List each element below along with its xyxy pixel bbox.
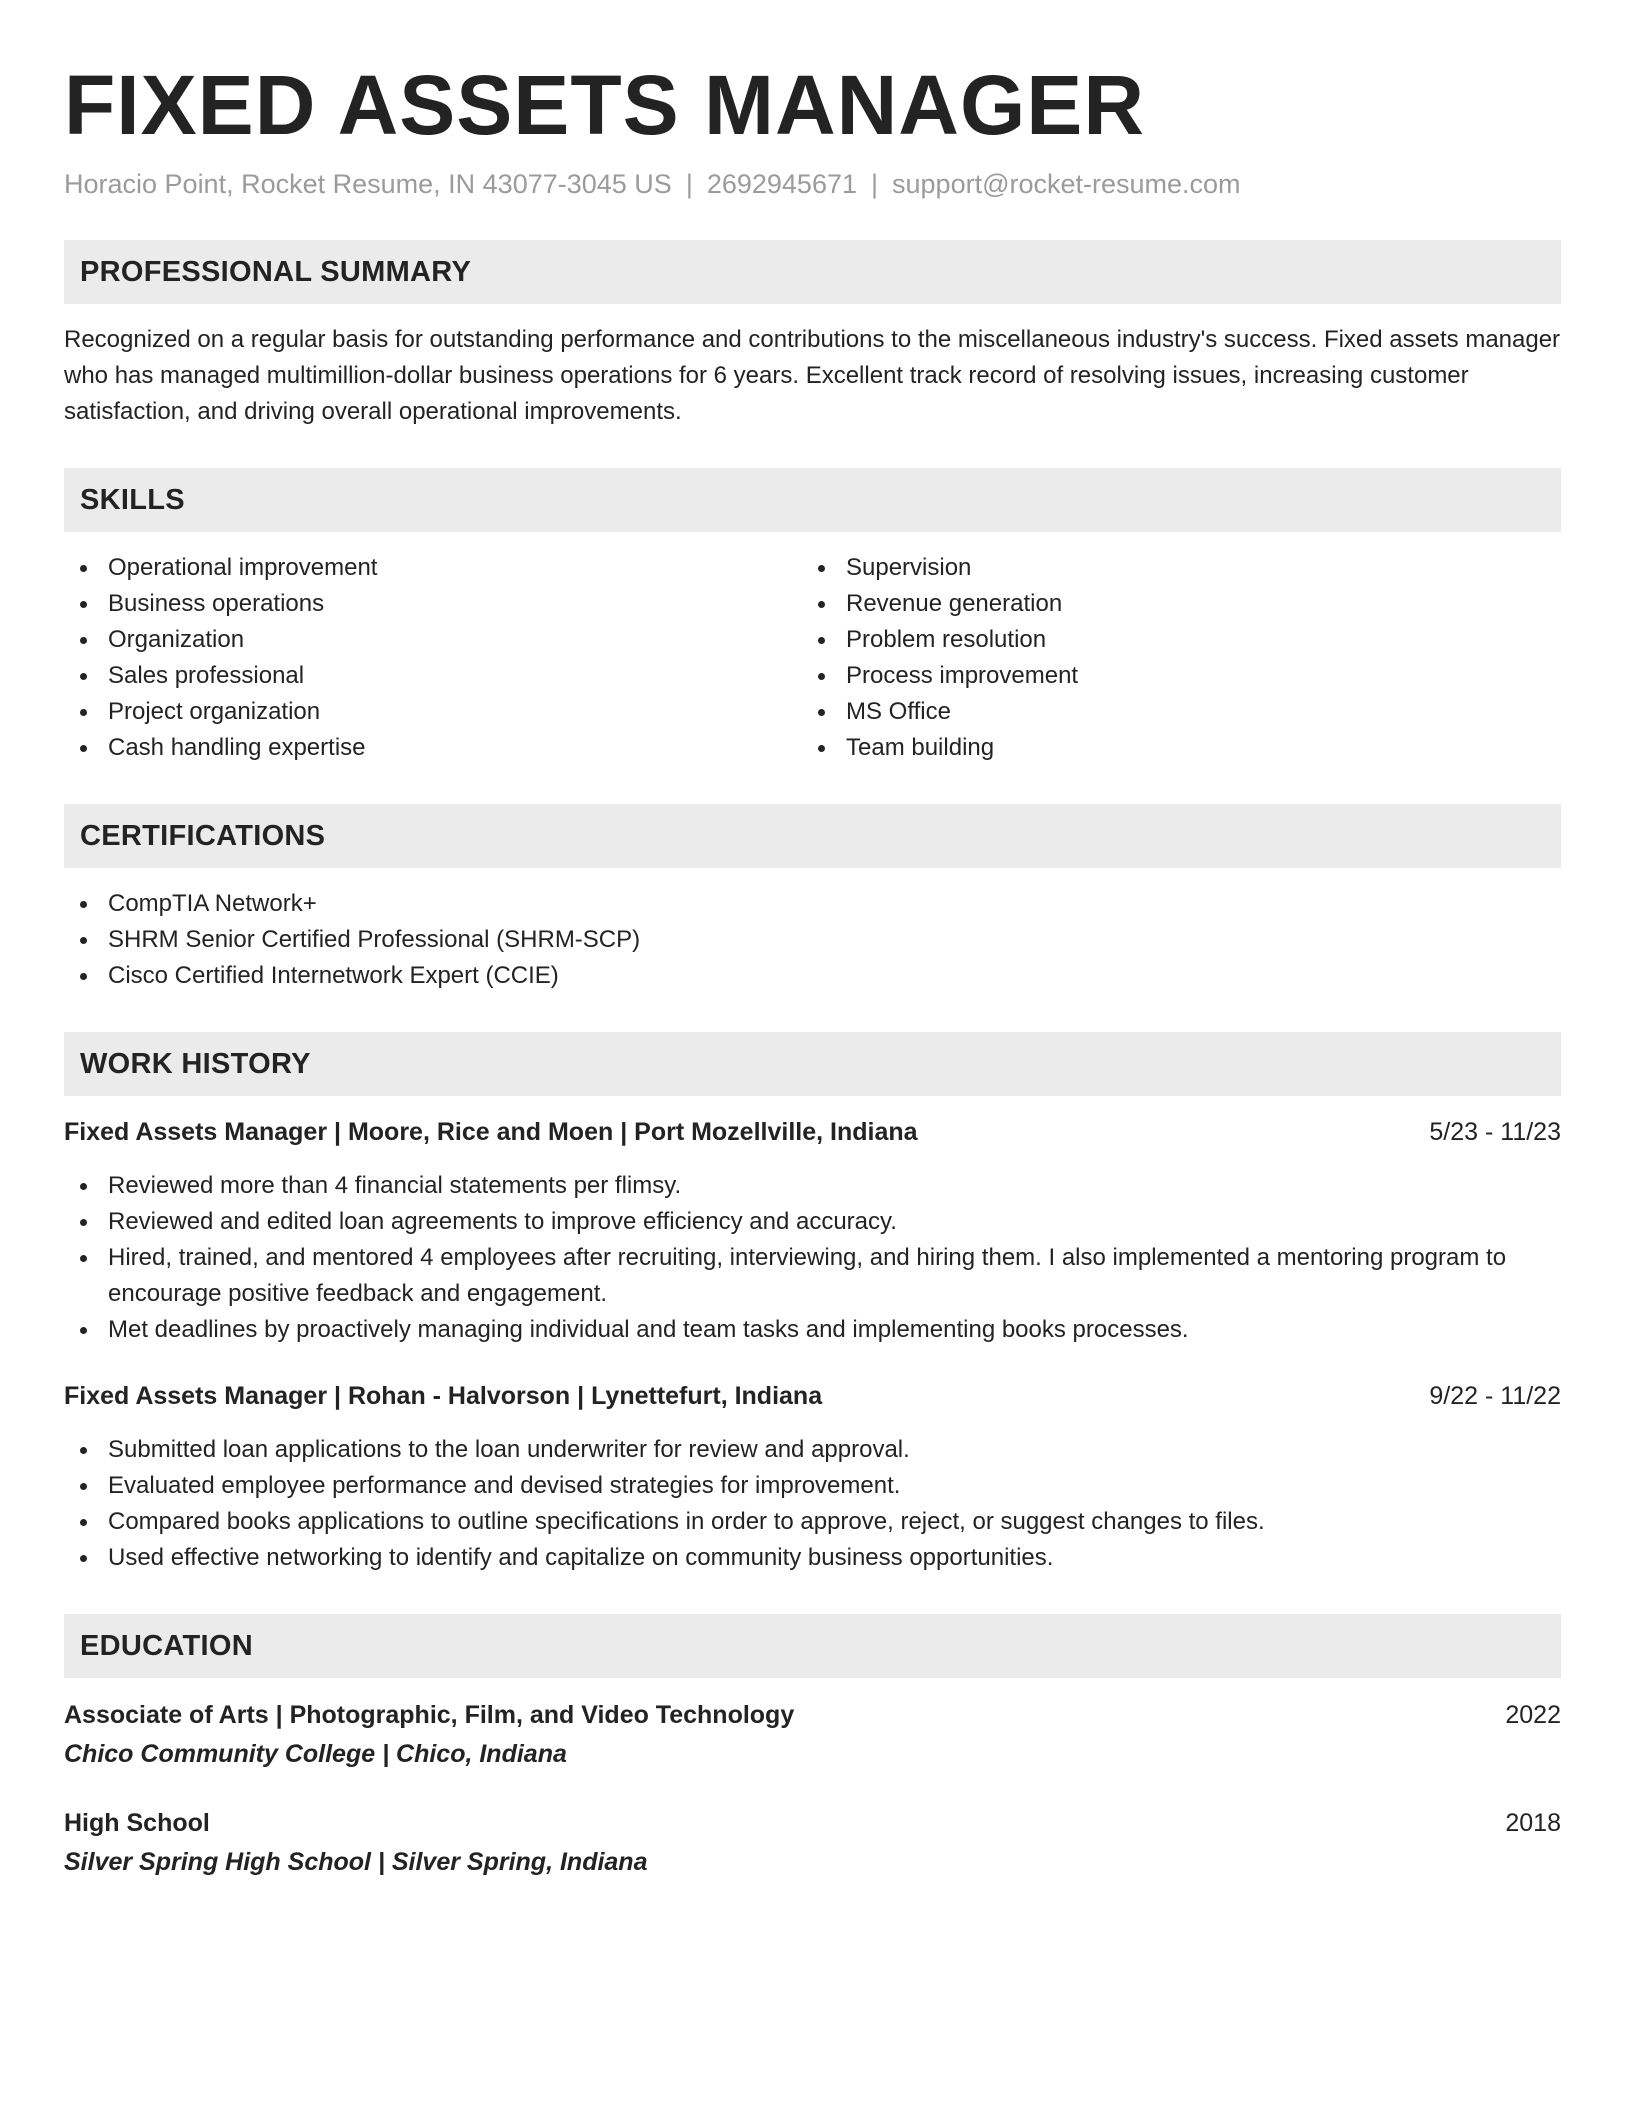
job-bullet: Used effective networking to identify and capitalize on community business opportunities. [64, 1540, 1561, 1576]
job-title: Fixed Assets Manager | Moore, Rice and Moen | Port Mozellville, Indiana [64, 1118, 918, 1146]
summary-text: Recognized on a regular basis for outstanding performance and contributions to the miscellaneous industry's success. Fixed assets manager who has managed multimillion-dollar business operations for 6 years. Excellent track record of resolving issues, increasing customer satisfaction, and driving overall operational improvements. [64, 326, 1561, 425]
section-heading: EDUCATION [80, 1629, 253, 1662]
certification-item: Cisco Certified Internetwork Expert (CCIE) [64, 958, 1561, 994]
education-body [64, 1696, 1561, 1882]
job-bullet: Submitted loan applications to the loan underwriter for review and approval. [64, 1432, 1561, 1468]
education-entry [64, 1804, 1561, 1882]
job-dates: 5/23 - 11/23 [1429, 1118, 1561, 1146]
section-heading: PROFESSIONAL SUMMARY [80, 255, 472, 288]
section-header [64, 1614, 1561, 1678]
section-header [64, 1032, 1561, 1096]
skill-item: MS Office [802, 694, 1540, 730]
summary-body [64, 322, 1561, 430]
summary-section [64, 240, 1561, 430]
job-bullet: Reviewed and edited loan agreements to improve efficiency and accuracy. [64, 1204, 1561, 1240]
job-bullets [64, 1432, 1561, 1576]
contact-separator: | [871, 169, 879, 199]
education-header-row [64, 1804, 1561, 1842]
skills-list-left [64, 550, 802, 766]
job-entry [64, 1378, 1561, 1576]
skill-item: Process improvement [802, 658, 1540, 694]
contact-phone: 2692945671 [706, 169, 857, 199]
section-heading: CERTIFICATIONS [80, 819, 326, 852]
section-header [64, 468, 1561, 532]
skills-list-right [802, 550, 1540, 766]
education-header-row [64, 1696, 1561, 1734]
education-section [64, 1614, 1561, 1882]
skills-section [64, 468, 1561, 766]
education-degree: Associate of Arts | Photographic, Film, and Video Technology [64, 1701, 795, 1729]
contact-separator: | [685, 169, 693, 199]
section-header [64, 804, 1561, 868]
skill-item: Team building [802, 730, 1540, 766]
resume-page [64, 58, 1561, 1882]
certifications-body [64, 886, 1561, 994]
education-entry [64, 1696, 1561, 1774]
job-bullet: Evaluated employee performance and devised strategies for improvement. [64, 1468, 1561, 1504]
skill-item: Sales professional [64, 658, 802, 694]
skill-item: Revenue generation [802, 586, 1540, 622]
certification-item: CompTIA Network+ [64, 886, 1561, 922]
candidate-title: FIXED ASSETS MANAGER [64, 58, 1145, 152]
contact-address: Horacio Point, Rocket Resume, IN 43077-3045 US [64, 169, 672, 199]
job-bullet: Hired, trained, and mentored 4 employees after recruiting, interviewing, and hiring them. I also implemented a mentoring program to encourage positive feedback and engagement. [64, 1240, 1561, 1312]
contact-email: support@rocket-resume.com [892, 169, 1241, 199]
job-bullet: Reviewed more than 4 financial statements per flimsy. [64, 1168, 1561, 1204]
work-history-section [64, 1032, 1561, 1576]
certifications-section [64, 804, 1561, 994]
contact-line [64, 166, 1561, 202]
skill-item: Operational improvement [64, 550, 802, 586]
certifications-list [64, 886, 1561, 994]
section-heading: WORK HISTORY [80, 1047, 311, 1080]
job-header-row [64, 1378, 1561, 1414]
education-school: Chico Community College | Chico, Indiana [64, 1740, 567, 1768]
skill-item: Business operations [64, 586, 802, 622]
education-degree: High School [64, 1809, 210, 1837]
job-dates: 9/22 - 11/22 [1429, 1382, 1561, 1410]
skill-item: Project organization [64, 694, 802, 730]
section-heading: SKILLS [80, 483, 185, 516]
skill-item: Organization [64, 622, 802, 658]
job-header-row [64, 1114, 1561, 1150]
education-year: 2022 [1505, 1701, 1561, 1729]
job-bullets [64, 1168, 1561, 1348]
job-title: Fixed Assets Manager | Rohan - Halvorson | Lynettefurt, Indiana [64, 1382, 823, 1410]
certification-item: SHRM Senior Certified Professional (SHRM-SCP) [64, 922, 1561, 958]
resume-header [64, 58, 1561, 202]
education-school: Silver Spring High School | Silver Spring, Indiana [64, 1848, 648, 1876]
skill-item: Cash handling expertise [64, 730, 802, 766]
work-history-body [64, 1114, 1561, 1576]
job-bullet: Compared books applications to outline specifications in order to approve, reject, or suggest changes to files. [64, 1504, 1561, 1540]
skill-item: Problem resolution [802, 622, 1540, 658]
skills-grid [64, 550, 1561, 766]
section-header [64, 240, 1561, 304]
skill-item: Supervision [802, 550, 1540, 586]
job-bullet: Met deadlines by proactively managing individual and team tasks and implementing books processes. [64, 1312, 1561, 1348]
job-entry [64, 1114, 1561, 1348]
education-year: 2018 [1505, 1809, 1561, 1837]
